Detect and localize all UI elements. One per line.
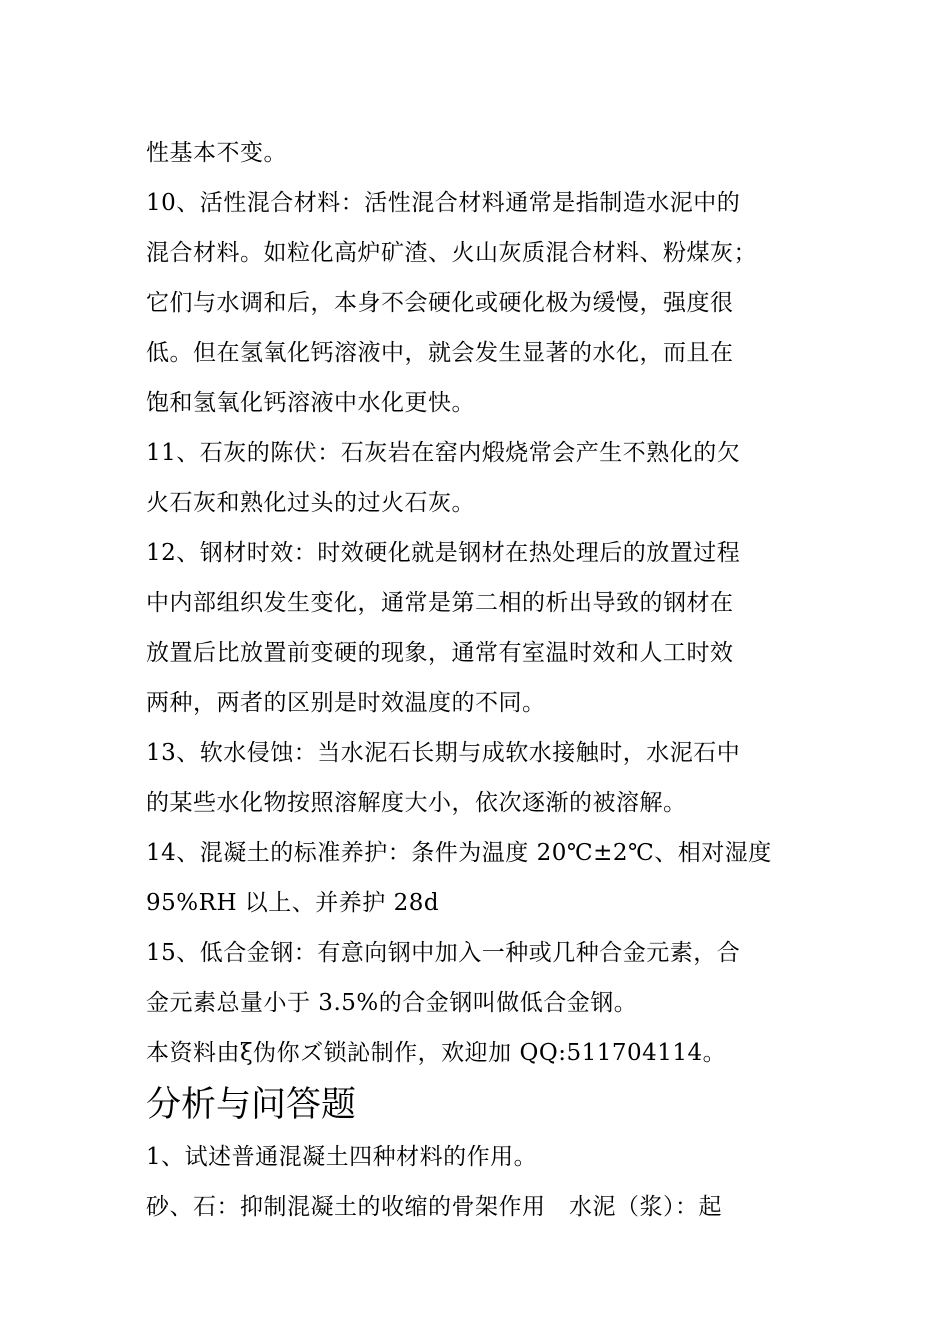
text-line: 95%RH 以上、并养护 28d xyxy=(146,890,440,916)
text-line: 中内部组织发生变化，通常是第二相的析出导致的钢材在 xyxy=(146,590,734,616)
text-line: 14、混凝土的标准养护：条件为温度 20℃±2℃、相对湿度 xyxy=(146,840,772,866)
text-line: 火石灰和熟化过头的过火石灰。 xyxy=(146,490,475,516)
text-line: 本资料由ξ伪你ズ锁訫制作，欢迎加 QQ:511704114。 xyxy=(146,1040,727,1066)
text-line: 15、低合金钢：有意向钢中加入一种或几种合金元素，合 xyxy=(146,940,741,966)
text-line: 饱和氢氧化钙溶液中水化更快。 xyxy=(146,390,475,416)
text-line: 10、活性混合材料：活性混合材料通常是指制造水泥中的 xyxy=(146,190,741,216)
text-line: 放置后比放置前变硬的现象，通常有室温时效和人工时效 xyxy=(146,640,734,666)
text-line: 11、石灰的陈伏：石灰岩在窑内煅烧常会产生不熟化的欠 xyxy=(146,440,741,466)
text-line: 的某些水化物按照溶解度大小，依次逐渐的被溶解。 xyxy=(146,790,687,816)
text-line: 12、钢材时效：时效硬化就是钢材在热处理后的放置过程 xyxy=(146,540,741,566)
text-line: 低。但在氢氧化钙溶液中，就会发生显著的水化，而且在 xyxy=(146,340,734,366)
text-line: 性基本不变。 xyxy=(146,140,287,166)
text-line: 两种，两者的区别是时效温度的不同。 xyxy=(146,690,546,716)
text-line: 1、试述普通混凝土四种材料的作用。 xyxy=(146,1144,538,1170)
section-heading: 分析与问答题 xyxy=(146,1085,357,1125)
document-body xyxy=(146,128,808,1232)
text-line: 13、软水侵蚀：当水泥石长期与成软水接触时，水泥石中 xyxy=(146,740,741,766)
text-line: 混合材料。如粒化高炉矿渣、火山灰质混合材料、粉煤灰； xyxy=(146,240,757,266)
text-line: 金元素总量小于 3.5%的合金钢叫做低合金钢。 xyxy=(146,990,638,1016)
text-line: 砂、石：抑制混凝土的收缩的骨架作用 水泥（浆）：起 xyxy=(146,1194,722,1220)
text-line: 它们与水调和后，本身不会硬化或硬化极为缓慢，强度很 xyxy=(146,290,734,316)
